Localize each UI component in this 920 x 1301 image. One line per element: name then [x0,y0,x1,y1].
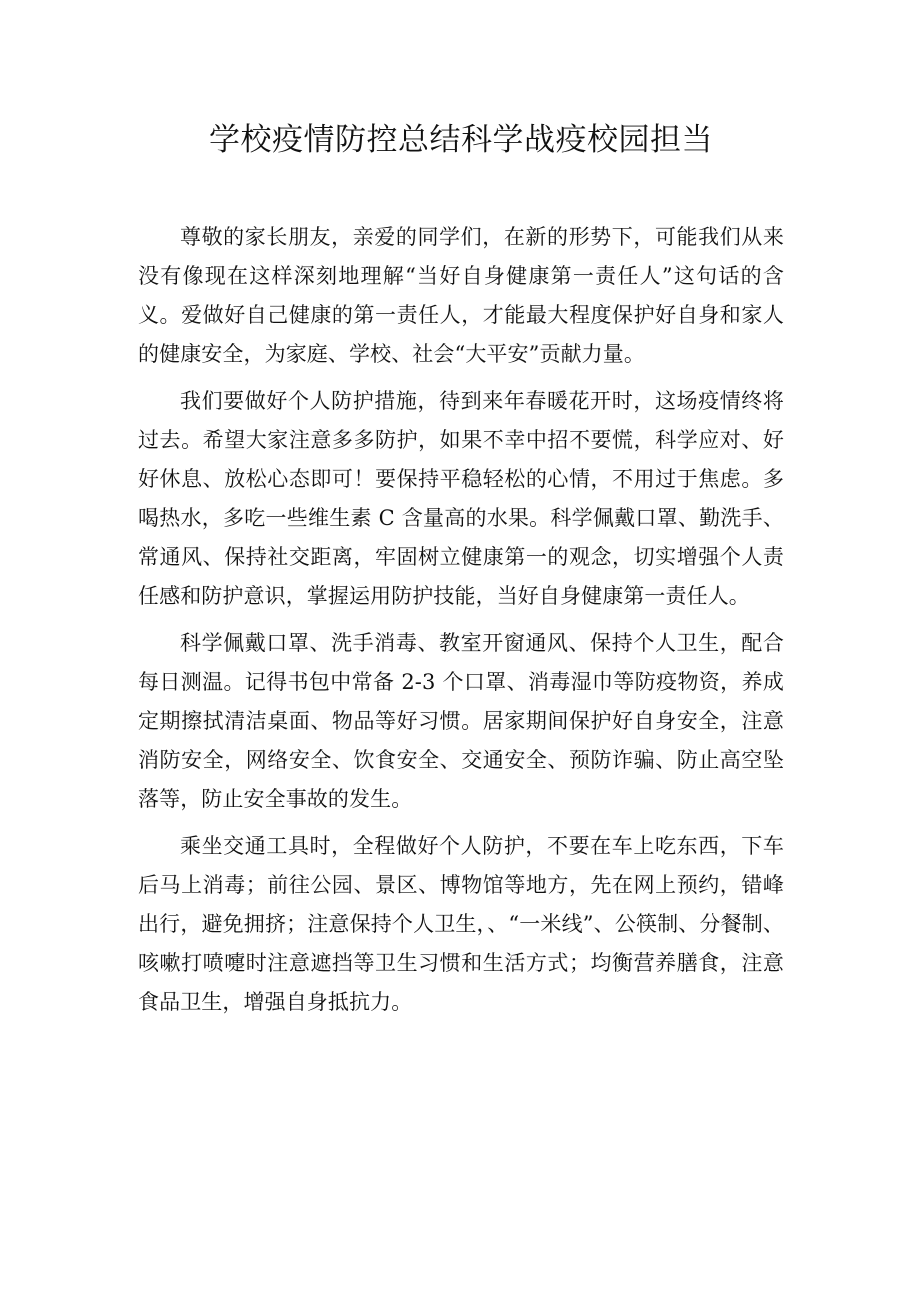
paragraph-4: 乘坐交通工具时，全程做好个人防护，不要在车上吃东西，下车后马上消毒；前往公园、景区、博物馆等地方，先在网上预约，错峰出行，避免拥挤；注意保持个人卫生，、“一米线”、公筷制、分餐制、咳嗽打喷嚏时注意遮挡等卫生习惯和生活方式；均衡营养膳食，注意食品卫生，增强自身抵抗力。 [138,834,784,1014]
paragraph-2: 我们要做好个人防护措施，待到来年春暖花开时，这场疫情终将过去。希望大家注意多多防护，如果不幸中招不要慌，科学应对、好好休息、放松心态即可！要保持平稳轻松的心情，不用过于焦虑。多喝热水，多吃一些维生素 C 含量高的水果。科学佩戴口罩、勤洗手、常通风、保持社交距离，牢固树立健康第一的观念，切实增强个人责任感和防护意识，掌握运用防护技能，当好自身健康第一责任人。 [138,389,784,608]
paragraph-3: 科学佩戴口罩、洗手消毒、教室开窗通风、保持个人卫生，配合每日测温。记得书包中常备 2-3 个口罩、消毒湿巾等防疫物资，养成定期擦拭清洁桌面、物品等好习惯。居家期间保护好自身安全，注意消防安全，网络安全、饮食安全、交通安全、预防诈骗、防止高空坠落等，防止安全事故的发生。 [138,631,784,811]
document-title: 学校疫情防控总结科学战疫校园担当 [209,122,713,158]
paragraph-1: 尊敬的家长朋友，亲爱的同学们，在新的形势下，可能我们从来没有像现在这样深刻地理解“当好自身健康第一责任人”这句话的含义。爱做好自己健康的第一责任人，才能最大程度保护好自身和家人的健康安全，为家庭、学校、社会“大平安”贡献力量。 [138,225,784,366]
